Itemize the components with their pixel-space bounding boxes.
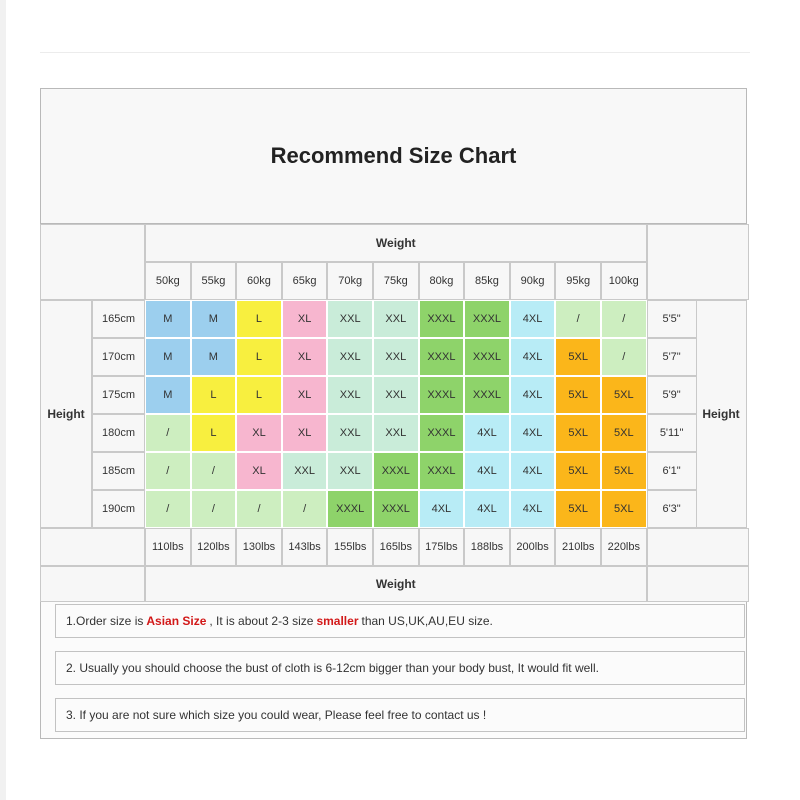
size-cell-3-5: XXL bbox=[373, 414, 419, 452]
size-cell-2-2: L bbox=[236, 376, 282, 414]
size-cell-0-6: XXXL bbox=[419, 300, 465, 338]
size-cell-4-9: 5XL bbox=[555, 452, 601, 490]
size-cell-2-0: M bbox=[145, 376, 191, 414]
height-ft-5: 6'3" bbox=[647, 490, 697, 528]
height-label-left: Height bbox=[40, 300, 92, 528]
size-cell-3-9: 5XL bbox=[555, 414, 601, 452]
size-cell-0-0: M bbox=[145, 300, 191, 338]
size-cell-2-3: XL bbox=[282, 376, 328, 414]
size-cell-3-6: XXXL bbox=[419, 414, 465, 452]
size-cell-0-2: L bbox=[236, 300, 282, 338]
weight-kg-6: 80kg bbox=[419, 262, 465, 300]
height-ft-2: 5'9" bbox=[647, 376, 697, 414]
blank-corner-right bbox=[647, 224, 749, 300]
weight-lbs-10: 220lbs bbox=[601, 528, 647, 566]
size-cell-5-5: XXXL bbox=[373, 490, 419, 528]
size-cell-5-3: / bbox=[282, 490, 328, 528]
size-cell-0-5: XXL bbox=[373, 300, 419, 338]
blank-lbs-left bbox=[40, 528, 145, 566]
note-2-text: 2. Usually you should choose the bust of cloth is 6-12cm bigger than your body bust, It would fit well. bbox=[66, 661, 599, 675]
note-3 bbox=[55, 698, 745, 732]
weight-kg-4: 70kg bbox=[327, 262, 373, 300]
size-cell-2-5: XXL bbox=[373, 376, 419, 414]
height-cm-2: 175cm bbox=[92, 376, 145, 414]
note-2 bbox=[55, 651, 745, 685]
size-cell-3-10: 5XL bbox=[601, 414, 647, 452]
weight-lbs-1: 120lbs bbox=[191, 528, 237, 566]
size-cell-1-9: 5XL bbox=[555, 338, 601, 376]
size-cell-1-1: M bbox=[191, 338, 237, 376]
size-cell-3-0: / bbox=[145, 414, 191, 452]
weight-kg-7: 85kg bbox=[464, 262, 510, 300]
size-cell-4-8: 4XL bbox=[510, 452, 556, 490]
size-cell-1-4: XXL bbox=[327, 338, 373, 376]
note-1 bbox=[55, 604, 745, 638]
size-cell-3-7: 4XL bbox=[464, 414, 510, 452]
weight-kg-2: 60kg bbox=[236, 262, 282, 300]
size-cell-5-1: / bbox=[191, 490, 237, 528]
blank-bottom-right bbox=[647, 566, 749, 602]
weight-lbs-2: 130lbs bbox=[236, 528, 282, 566]
size-cell-1-7: XXXL bbox=[464, 338, 510, 376]
note-1-text-b: , It is about 2-3 size bbox=[209, 614, 314, 628]
chart-title: Recommend Size Chart bbox=[270, 143, 517, 168]
weight-lbs-6: 175lbs bbox=[419, 528, 465, 566]
size-cell-4-1: / bbox=[191, 452, 237, 490]
size-cell-2-6: XXXL bbox=[419, 376, 465, 414]
weight-kg-3: 65kg bbox=[282, 262, 328, 300]
weight-header-bottom: Weight bbox=[145, 566, 647, 602]
height-ft-1: 5'7" bbox=[647, 338, 697, 376]
size-cell-5-0: / bbox=[145, 490, 191, 528]
size-cell-1-10: / bbox=[601, 338, 647, 376]
weight-kg-8: 90kg bbox=[510, 262, 556, 300]
size-cell-5-7: 4XL bbox=[464, 490, 510, 528]
weight-lbs-0: 110lbs bbox=[145, 528, 191, 566]
size-cell-3-8: 4XL bbox=[510, 414, 556, 452]
note-1-text-c: than US,UK,AU,EU size. bbox=[361, 614, 493, 628]
size-cell-4-5: XXXL bbox=[373, 452, 419, 490]
size-cell-3-4: XXL bbox=[327, 414, 373, 452]
size-cell-4-0: / bbox=[145, 452, 191, 490]
weight-kg-5: 75kg bbox=[373, 262, 419, 300]
size-cell-0-9: / bbox=[555, 300, 601, 338]
weight-lbs-5: 165lbs bbox=[373, 528, 419, 566]
size-cell-0-1: M bbox=[191, 300, 237, 338]
size-cell-0-4: XXL bbox=[327, 300, 373, 338]
size-cell-2-1: L bbox=[191, 376, 237, 414]
weight-kg-9: 95kg bbox=[555, 262, 601, 300]
weight-kg-1: 55kg bbox=[191, 262, 237, 300]
size-cell-3-3: XL bbox=[282, 414, 328, 452]
size-cell-4-7: 4XL bbox=[464, 452, 510, 490]
size-cell-0-10: / bbox=[601, 300, 647, 338]
size-cell-4-3: XXL bbox=[282, 452, 328, 490]
height-cm-3: 180cm bbox=[92, 414, 145, 452]
weight-lbs-4: 155lbs bbox=[327, 528, 373, 566]
size-cell-0-7: XXXL bbox=[464, 300, 510, 338]
size-cell-4-10: 5XL bbox=[601, 452, 647, 490]
size-cell-1-8: 4XL bbox=[510, 338, 556, 376]
size-cell-3-1: L bbox=[191, 414, 237, 452]
divider bbox=[40, 52, 750, 53]
blank-corner-left bbox=[40, 224, 145, 300]
size-cell-0-3: XL bbox=[282, 300, 328, 338]
size-cell-2-8: 4XL bbox=[510, 376, 556, 414]
weight-header-top: Weight bbox=[145, 224, 647, 262]
size-cell-4-6: XXXL bbox=[419, 452, 465, 490]
weight-lbs-9: 210lbs bbox=[555, 528, 601, 566]
size-cell-1-0: M bbox=[145, 338, 191, 376]
size-cell-1-5: XXL bbox=[373, 338, 419, 376]
height-ft-0: 5'5" bbox=[647, 300, 697, 338]
size-cell-1-6: XXXL bbox=[419, 338, 465, 376]
height-ft-4: 6'1" bbox=[647, 452, 697, 490]
weight-kg-10: 100kg bbox=[601, 262, 647, 300]
height-ft-3: 5'11" bbox=[647, 414, 697, 452]
page-edge bbox=[0, 0, 6, 800]
size-cell-1-2: L bbox=[236, 338, 282, 376]
size-cell-2-7: XXXL bbox=[464, 376, 510, 414]
size-cell-3-2: XL bbox=[236, 414, 282, 452]
note-1-text-a: 1.Order size is bbox=[66, 614, 144, 628]
blank-bottom-left bbox=[40, 566, 145, 602]
blank-lbs-right bbox=[647, 528, 749, 566]
size-cell-5-9: 5XL bbox=[555, 490, 601, 528]
size-cell-4-4: XXL bbox=[327, 452, 373, 490]
weight-lbs-8: 200lbs bbox=[510, 528, 556, 566]
note-1-highlight-asian: Asian Size bbox=[146, 614, 207, 628]
size-cell-2-10: 5XL bbox=[601, 376, 647, 414]
size-cell-5-4: XXXL bbox=[327, 490, 373, 528]
size-cell-5-6: 4XL bbox=[419, 490, 465, 528]
height-label-right: Height bbox=[695, 300, 747, 528]
size-cell-0-8: 4XL bbox=[510, 300, 556, 338]
note-1-highlight-smaller: smaller bbox=[316, 614, 359, 628]
height-cm-4: 185cm bbox=[92, 452, 145, 490]
size-cell-5-2: / bbox=[236, 490, 282, 528]
height-cm-0: 165cm bbox=[92, 300, 145, 338]
height-cm-5: 190cm bbox=[92, 490, 145, 528]
size-cell-4-2: XL bbox=[236, 452, 282, 490]
size-cell-1-3: XL bbox=[282, 338, 328, 376]
size-cell-5-10: 5XL bbox=[601, 490, 647, 528]
height-cm-1: 170cm bbox=[92, 338, 145, 376]
title-box bbox=[40, 88, 747, 224]
size-cell-2-4: XXL bbox=[327, 376, 373, 414]
weight-lbs-7: 188lbs bbox=[464, 528, 510, 566]
size-cell-2-9: 5XL bbox=[555, 376, 601, 414]
note-3-text: 3. If you are not sure which size you could wear, Please feel free to contact us ! bbox=[66, 708, 487, 722]
size-cell-5-8: 4XL bbox=[510, 490, 556, 528]
weight-kg-0: 50kg bbox=[145, 262, 191, 300]
weight-lbs-3: 143lbs bbox=[282, 528, 328, 566]
